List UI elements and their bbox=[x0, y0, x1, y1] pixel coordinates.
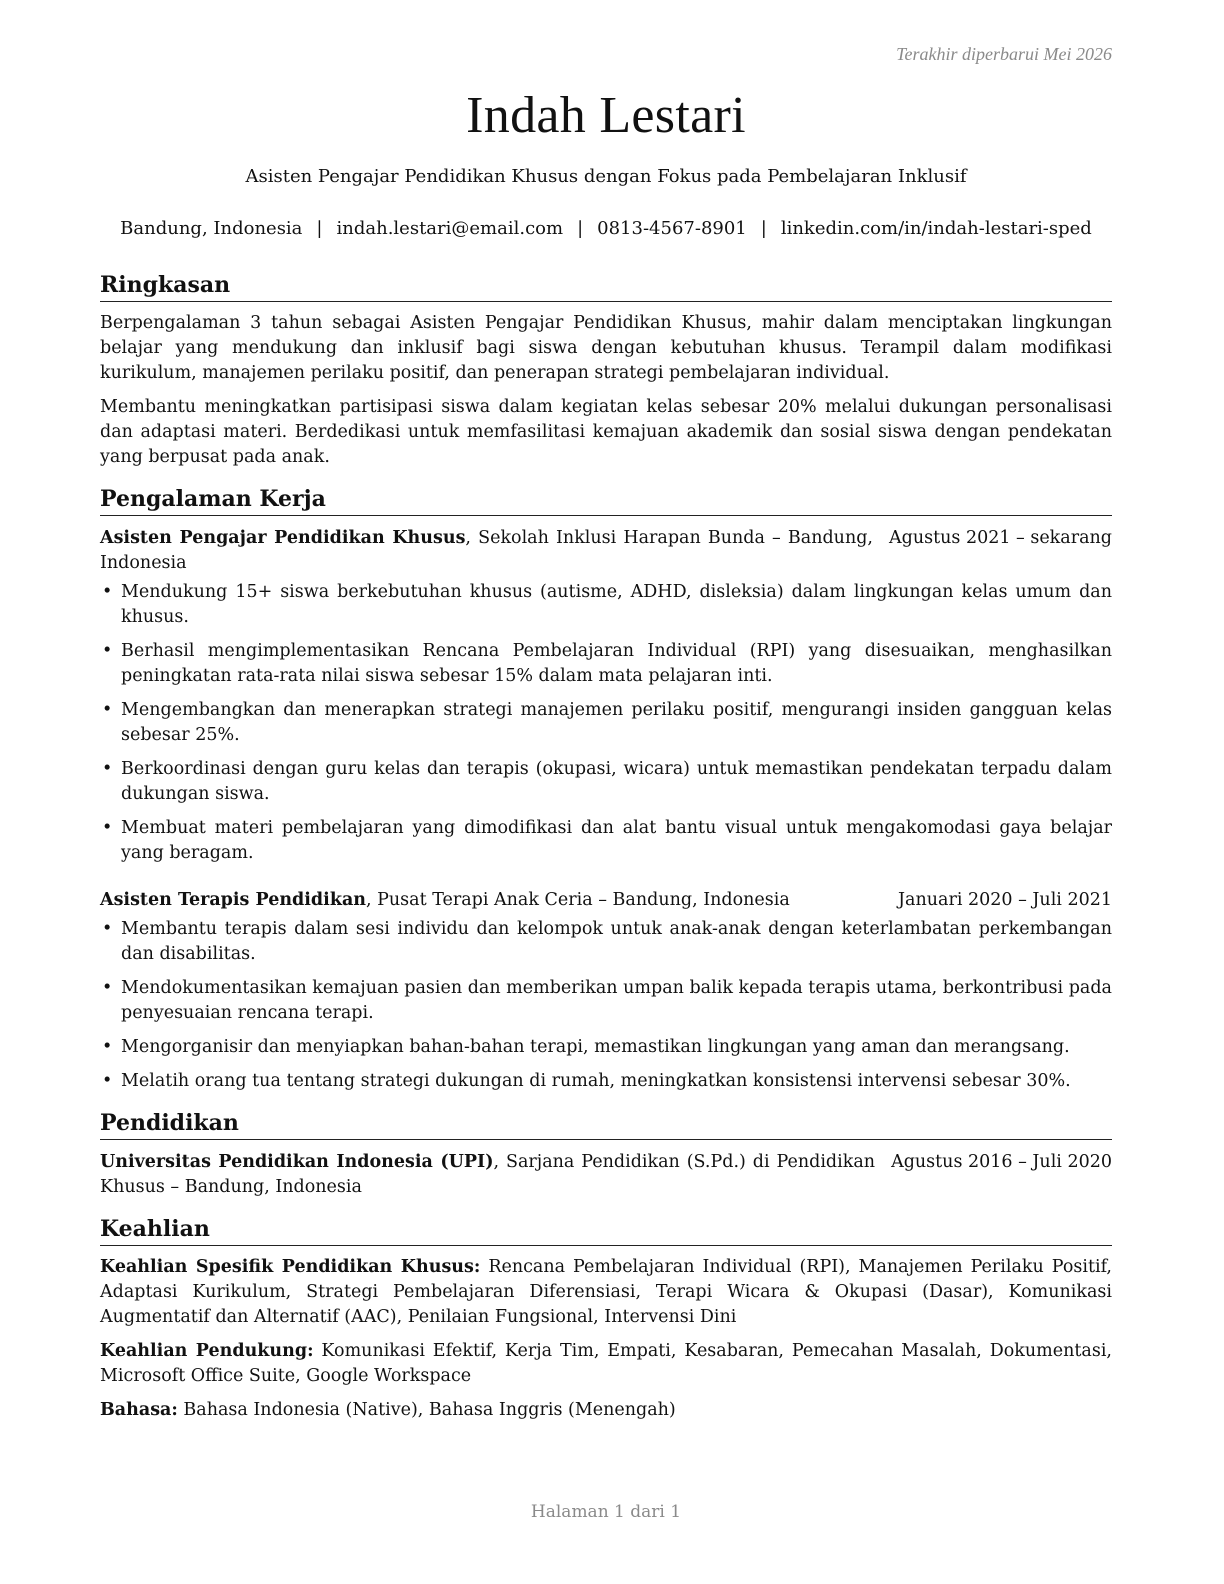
skill-group bbox=[100, 1398, 1112, 1423]
education-section bbox=[100, 1108, 1112, 1200]
section-title-skills: Keahlian bbox=[100, 1214, 1112, 1246]
page-number: Halaman 1 dari 1 bbox=[530, 1502, 682, 1522]
job-entry bbox=[100, 888, 1112, 1094]
skill-group bbox=[100, 1255, 1112, 1330]
job-header bbox=[100, 526, 1112, 576]
section-title-experience: Pengalaman Kerja bbox=[100, 484, 1112, 516]
section-title-summary: Ringkasan bbox=[100, 270, 1112, 302]
education-school: Universitas Pendidikan Indonesia (UPI) bbox=[100, 1152, 494, 1172]
skill-text: Rencana Pembelajaran Individual (RPI), Manajemen Perilaku Positif, Adaptasi Kurikulum, Strategi Pembelajaran Diferensiasi, Terapi Wicara & Okupasi (Dasar), Komunikasi Augmentatif dan Alternatif (AAC), Penilaian Fungsional, Intervensi Dini bbox=[100, 1257, 1112, 1327]
education-dates: Agustus 2016 – Juli 2020 bbox=[891, 1152, 1112, 1172]
summary-paragraph: Berpengalaman 3 tahun sebagai Asisten Pengajar Pendidikan Khusus, mahir dalam menciptakan lingkungan belajar yang mendukung dan inklusif bagi siswa dengan kebutuhan khusus. Terampil dalam modifikasi kurikulum, manajemen perilaku positif, dan penerapan strategi pembelajaran individual. bbox=[100, 313, 1112, 383]
contact-separator: | bbox=[760, 218, 767, 239]
candidate-name: Indah Lestari bbox=[466, 87, 746, 144]
skill-label: Keahlian Spesifik Pendidikan Khusus: bbox=[100, 1257, 481, 1277]
resume-content bbox=[100, 270, 1112, 1437]
job-dates: Agustus 2021 – sekarang bbox=[889, 528, 1112, 548]
skill-label: Bahasa: bbox=[100, 1400, 178, 1420]
last-updated-note: Terakhir diperbarui Mei 2026 bbox=[896, 44, 1112, 64]
summary-section bbox=[100, 270, 1112, 470]
list-item: • Mendokumentasikan kemajuan pasien dan memberikan umpan balik kepada terapis utama, berkontribusi pada penyesuaian rencana terapi. bbox=[100, 976, 1112, 1026]
contact-line bbox=[100, 218, 1112, 239]
skill-text: Bahasa Indonesia (Native), Bahasa Inggris (Menengah) bbox=[177, 1400, 676, 1420]
contact-location: Bandung, Indonesia bbox=[120, 218, 303, 239]
contact-phone: 0813-4567-8901 bbox=[597, 218, 747, 239]
section-title-education: Pendidikan bbox=[100, 1108, 1112, 1140]
list-item: • Berhasil mengimplementasikan Rencana Pembelajaran Individual (RPI) yang disesuaikan, menghasilkan peningkatan rata-rata nilai siswa sebesar 15% dalam mata pelajaran inti. bbox=[100, 639, 1112, 689]
job-bullets bbox=[100, 917, 1112, 1094]
list-item: • Berkoordinasi dengan guru kelas dan terapis (okupasi, wicara) untuk memastikan pendekatan terpadu dalam dukungan siswa. bbox=[100, 757, 1112, 807]
list-item: • Mengorganisir dan menyiapkan bahan-bahan terapi, memastikan lingkungan yang aman dan merangsang. bbox=[100, 1035, 1112, 1060]
job-role: Asisten Pengajar Pendidikan Khusus bbox=[100, 528, 466, 548]
job-organization: , Pusat Terapi Anak Ceria – Bandung, Indonesia bbox=[366, 890, 790, 910]
resume-page bbox=[100, 0, 1112, 1584]
job-bullets bbox=[100, 580, 1112, 866]
contact-separator: | bbox=[577, 218, 584, 239]
education-header bbox=[100, 1150, 1112, 1200]
contact-separator: | bbox=[316, 218, 323, 239]
skills-section bbox=[100, 1214, 1112, 1423]
list-item: • Mendukung 15+ siswa berkebutuhan khusus (autisme, ADHD, disleksia) dalam lingkungan kelas umum dan khusus. bbox=[100, 580, 1112, 630]
candidate-tagline: Asisten Pengajar Pendidikan Khusus dengan Fokus pada Pembelajaran Inklusif bbox=[245, 166, 967, 187]
skill-text: Komunikasi Efektif, Kerja Tim, Empati, Kesabaran, Pemecahan Masalah, Dokumentasi, Microsoft Office Suite, Google Workspace bbox=[100, 1341, 1112, 1386]
summary-paragraph: Membantu meningkatkan partisipasi siswa dalam kegiatan kelas sebesar 20% melalui dukungan personalisasi dan adaptasi materi. Berdedikasi untuk memfasilitasi kemajuan akademik dan sosial siswa dengan pendekatan yang berpusat pada anak. bbox=[100, 397, 1112, 467]
job-dates: Januari 2020 – Juli 2021 bbox=[898, 890, 1112, 910]
skill-label: Keahlian Pendukung: bbox=[100, 1341, 314, 1361]
list-item: • Membantu terapis dalam sesi individu dan kelompok untuk anak-anak dengan keterlambatan perkembangan dan disabilitas. bbox=[100, 917, 1112, 967]
education-detail: , Sarjana Pendidikan (S.Pd.) di Pendidikan Khusus – Bandung, Indonesia bbox=[100, 1152, 876, 1197]
contact-linkedin[interactable]: linkedin.com/in/indah-lestari-sped bbox=[780, 218, 1092, 239]
contact-email[interactable]: indah.lestari@email.com bbox=[336, 218, 564, 239]
job-entry bbox=[100, 526, 1112, 866]
list-item: • Mengembangkan dan menerapkan strategi manajemen perilaku positif, mengurangi insiden gangguan kelas sebesar 25%. bbox=[100, 698, 1112, 748]
education-entry bbox=[100, 1150, 1112, 1200]
list-item: • Membuat materi pembelajaran yang dimodifikasi dan alat bantu visual untuk mengakomodasi gaya belajar yang beragam. bbox=[100, 816, 1112, 866]
skill-group bbox=[100, 1339, 1112, 1389]
experience-section bbox=[100, 484, 1112, 1094]
list-item: • Melatih orang tua tentang strategi dukungan di rumah, meningkatkan konsistensi intervensi sebesar 30%. bbox=[100, 1069, 1112, 1094]
job-role: Asisten Terapis Pendidikan bbox=[100, 890, 367, 910]
job-header bbox=[100, 888, 1112, 913]
job-organization: , Sekolah Inklusi Harapan Bunda – Bandung, Indonesia bbox=[100, 528, 873, 573]
